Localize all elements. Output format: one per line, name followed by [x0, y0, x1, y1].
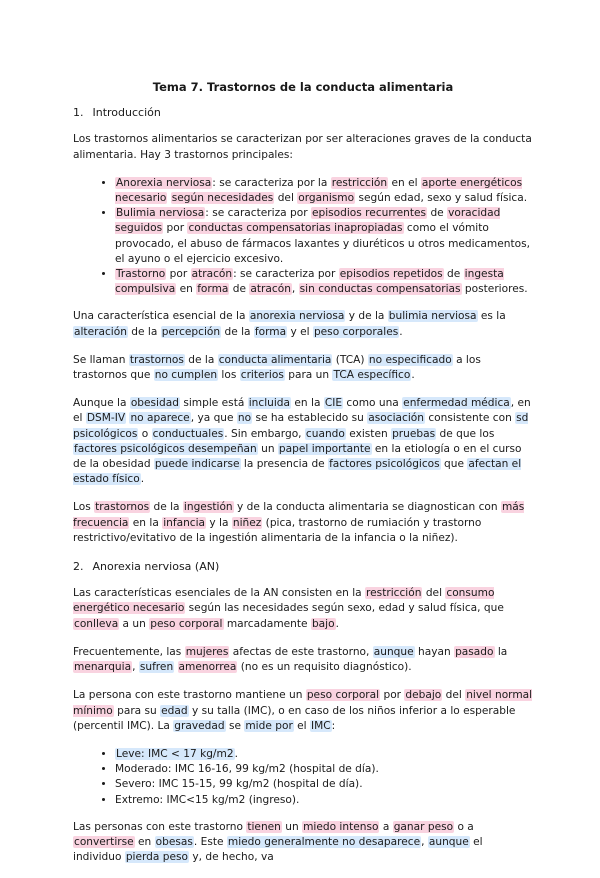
section-heading-2: 2. Anorexia nerviosa (AN) — [73, 560, 220, 574]
list-item: • Anorexia nerviosa: se caracteriza por la restricción en el aporte energéticos necesario según necesidades del organismo según edad, sexo y salud física. — [115, 176, 533, 206]
bullet-list — [73, 176, 533, 298]
page-title: Tema 7. Trastornos de la conducta alimentaria — [152, 80, 454, 94]
list-item: • Severo: IMC 15-15, 99 kg/m2 (hospital de día). — [115, 777, 533, 792]
paragraph: Una característica esencial de la anorexia nerviosa y de la bulimia nerviosa es la alteración de la percepción de la forma y el peso corporales. — [73, 310, 506, 338]
paragraph: La persona con este trastorno mantiene un peso corporal por debajo del nivel normal mínimo para su edad y su talla (IMC), o en caso de los niños inferior a lo esperable (percentil IMC). La gravedad se mide por el IMC: — [73, 689, 533, 732]
bullet-list — [73, 747, 533, 808]
section-heading-1: 1. Introducción — [73, 106, 161, 120]
paragraph: Los trastornos de la ingestión y de la conducta alimentaria se diagnostican con más frecuencia en la infancia y la niñez (pica, trastorno de rumiación y trastorno restrictivo/evitativo de la ingestión alimentaria de la infancia o la niñez). — [73, 501, 525, 544]
list-item: • Moderado: IMC 16-16, 99 kg/m2 (hospital de día). — [115, 762, 533, 777]
paragraph: Frecuentemente, las mujeres afectas de este trastorno, aunque hayan pasado la menarquia, sufren amenorrea (no es un requisito diagnóstico). — [73, 645, 508, 674]
paragraph: Los trastornos alimentarios se caracterizan por ser alteraciones graves de la conducta alimentaria. Hay 3 trastornos principales: — [73, 133, 532, 161]
paragraph: Se llaman trastornos de la conducta alimentaria (TCA) no especificado a los trastornos que no cumplen los criterios para un TCA específico. — [73, 353, 481, 382]
paragraph: Las personas con este trastorno tienen un miedo intenso a ganar peso o a convertirse en obesas. Este miedo generalmente no desaparece, aunque el individuo pierda peso y, de hecho, va — [73, 820, 483, 864]
list-item: • Extremo: IMC<15 kg/m2 (ingreso). — [115, 793, 533, 808]
paragraph: Aunque la obesidad simple está incluida en la CIE como una enfermedad médica, en el DSM-IV no aparece, ya que no se ha establecido su asociación consistente con sd psicológicos o conductuales. Sin embargo, cuando existen pruebas de que los factores psicológicos desempeñan un papel importante en la etiología o en el curso de la obesidad puede indicarse la presencia de factores psicológicos que afectan el estado físico. — [73, 397, 531, 486]
list-item: • Trastorno por atracón: se caracteriza por episodios repetidos de ingesta compulsiva en forma de atracón, sin conductas compensatorias posteriores. — [115, 267, 533, 297]
paragraph: Las características esenciales de la AN consisten en la restricción del consumo energético necesario según las necesidades según sexo, edad y salud física, que conlleva a un peso corporal marcadamente bajo. — [73, 587, 504, 630]
document-page — [73, 72, 533, 878]
list-item: • Leve: IMC < 17 kg/m2. — [115, 747, 533, 762]
list-item: • Bulimia nerviosa: se caracteriza por episodios recurrentes de voracidad seguidos por conductas compensatorias inapropiadas como el vómito provocado, el abuso de fármacos laxantes y diuréticos u otros medicamentos, el ayuno o el ejercicio excesivo. — [115, 206, 533, 267]
